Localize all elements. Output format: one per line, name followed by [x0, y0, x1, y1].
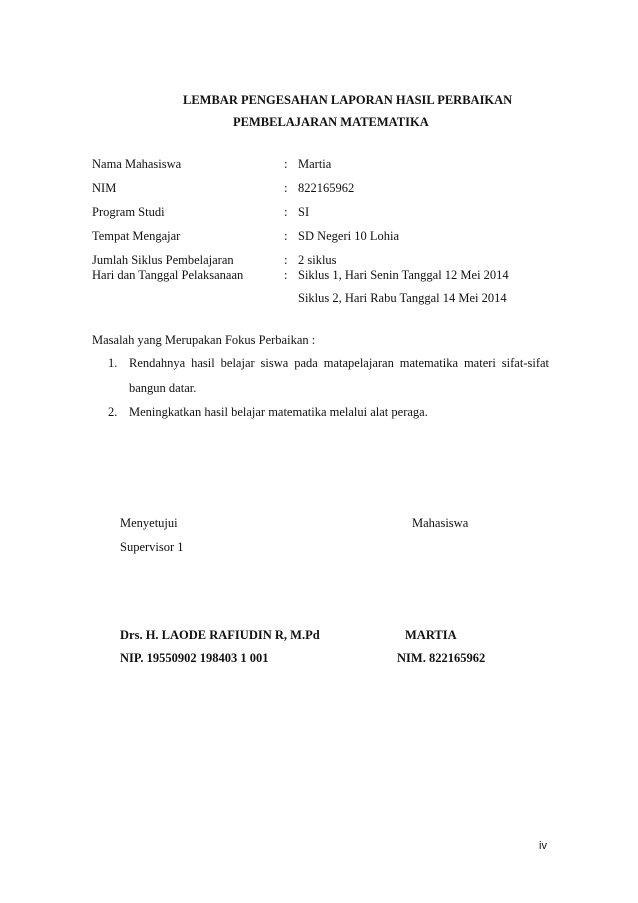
field-label-hari-tanggal: Hari dan Tanggal Pelaksanaan	[92, 268, 244, 282]
field-value-program-studi: SI	[298, 205, 310, 219]
field-colon: :	[284, 181, 288, 195]
list-item-text-continued: bangun datar.	[129, 381, 197, 395]
signature-left-name: Drs. H. LAODE RAFIUDIN R, M.Pd	[120, 628, 320, 642]
field-value-jumlah-siklus: 2 siklus	[298, 253, 337, 267]
field-value-siklus-1: Siklus 1, Hari Senin Tanggal 12 Mei 2014	[298, 268, 509, 282]
field-label-nim: NIM	[92, 181, 117, 195]
list-item-number: 1.	[108, 356, 118, 370]
field-colon: :	[284, 268, 288, 282]
document-title-line-1: LEMBAR PENGESAHAN LAPORAN HASIL PERBAIKAN	[183, 93, 513, 107]
list-item-text: Meningkatkan hasil belajar matematika melalui alat peraga.	[129, 405, 428, 419]
field-label-nama: Nama Mahasiswa	[92, 157, 182, 171]
field-value-nama: Martia	[298, 157, 332, 171]
signature-right-id: NIM. 822165962	[397, 651, 486, 665]
focus-heading: Masalah yang Merupakan Fokus Perbaikan :	[92, 333, 316, 347]
document-title-line-2: PEMBELAJARAN MATEMATIKA	[233, 115, 429, 129]
signature-left-role: Menyetujui	[120, 516, 178, 530]
field-colon: :	[284, 253, 288, 267]
field-colon: :	[284, 205, 288, 219]
signature-right-name: MARTIA	[405, 628, 457, 642]
list-item-number: 2.	[108, 405, 118, 419]
field-label-program-studi: Program Studi	[92, 205, 165, 219]
field-label-tempat-mengajar: Tempat Mengajar	[92, 229, 181, 243]
field-label-jumlah-siklus: Jumlah Siklus Pembelajaran	[92, 253, 234, 267]
field-value-siklus-2: Siklus 2, Hari Rabu Tanggal 14 Mei 2014	[298, 291, 507, 305]
signature-left-id: NIP. 19550902 198403 1 001	[120, 651, 269, 665]
page-number: iv	[539, 840, 547, 852]
field-value-tempat-mengajar: SD Negeri 10 Lohia	[298, 229, 400, 243]
list-item-text: Rendahnya hasil belajar siswa pada matapelajaran matematika materi sifat-sifat	[129, 356, 549, 370]
field-colon: :	[284, 229, 288, 243]
field-colon: :	[284, 157, 288, 171]
field-value-nim: 822165962	[298, 181, 355, 195]
signature-right-role: Mahasiswa	[412, 516, 469, 530]
signature-left-role-2: Supervisor 1	[120, 540, 184, 554]
